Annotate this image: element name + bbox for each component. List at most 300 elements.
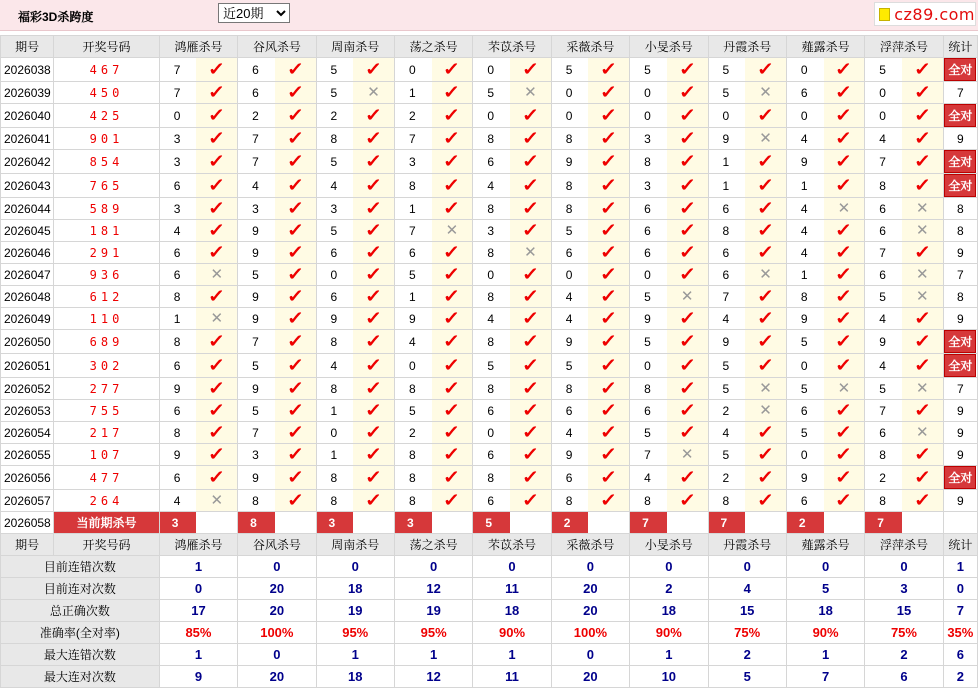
- check-icon: ✓: [913, 82, 931, 102]
- check-icon: ✓: [286, 105, 304, 125]
- stats-label: 最大连错次数: [1, 644, 160, 666]
- kill-number-cell: 8: [316, 466, 353, 490]
- table-header-row: [1, 534, 978, 556]
- check-icon: ✓: [286, 82, 304, 102]
- result-mark-cell: [824, 444, 865, 466]
- kill-number-cell: 9: [238, 286, 275, 308]
- check-icon: ✓: [443, 331, 461, 351]
- result-mark-cell: [196, 220, 237, 242]
- kill-number-cell: 8: [551, 378, 588, 400]
- result-mark-cell: [353, 354, 394, 378]
- check-icon: ✓: [443, 378, 461, 398]
- kill-number-cell: 9: [786, 466, 823, 490]
- check-icon: ✓: [443, 264, 461, 284]
- result-mark-cell: [432, 174, 473, 198]
- stats-value: 90%: [473, 622, 551, 644]
- result-mark-cell: [432, 128, 473, 150]
- kill-number-cell: 6: [630, 198, 667, 220]
- kill-number-cell: 5: [786, 378, 823, 400]
- kill-number-cell: 0: [786, 444, 823, 466]
- result-mark-cell: [510, 422, 551, 444]
- result-mark-cell: [824, 422, 865, 444]
- stats-value: 18: [316, 578, 394, 600]
- stats-row: [1, 600, 978, 622]
- result-mark-cell: [510, 490, 551, 512]
- result-mark-cell: [745, 444, 786, 466]
- result-mark-cell: [824, 308, 865, 330]
- kill-number-cell: 6: [473, 444, 510, 466]
- kill-number-cell: 3: [630, 128, 667, 150]
- check-icon: ✓: [521, 128, 540, 148]
- current-kill-number: 7: [865, 512, 902, 534]
- stat-cell: 7: [943, 82, 977, 104]
- stats-label: 目前连对次数: [1, 578, 160, 600]
- result-mark-cell: [902, 308, 943, 330]
- result-mark-cell: [510, 330, 551, 354]
- stat-cell: [943, 174, 977, 198]
- result-mark-cell: [745, 354, 786, 378]
- stats-value: 90%: [786, 622, 864, 644]
- kill-number-cell: 7: [708, 286, 745, 308]
- check-icon: ✓: [443, 400, 461, 420]
- kill-number-cell: 4: [551, 308, 588, 330]
- check-icon: ✓: [443, 175, 461, 195]
- check-icon: ✓: [913, 355, 931, 375]
- kill-number-cell: 5: [394, 400, 431, 422]
- result-mark-cell: [667, 58, 708, 82]
- result-mark-cell: [745, 400, 786, 422]
- kill-number-cell: 5: [316, 150, 353, 174]
- stats-value: 11: [473, 666, 551, 688]
- kill-number-cell: 0: [473, 104, 510, 128]
- stats-value: 9: [159, 666, 237, 688]
- result-mark-cell: [588, 58, 629, 82]
- check-icon: ✓: [835, 151, 853, 171]
- check-icon: ✓: [600, 490, 618, 510]
- period-cell: 2026053: [1, 400, 54, 422]
- check-icon: ✓: [913, 128, 931, 148]
- cross-icon: ✕: [759, 379, 772, 397]
- check-icon: ✓: [835, 467, 853, 487]
- result-mark-cell: [432, 400, 473, 422]
- result-mark-cell: [745, 58, 786, 82]
- result-mark-cell: [902, 104, 943, 128]
- draw-numbers-cell: 264: [54, 490, 160, 512]
- result-mark-cell: [510, 82, 551, 104]
- kill-number-cell: 6: [551, 400, 588, 422]
- result-mark-cell: [275, 378, 316, 400]
- kill-number-cell: 9: [551, 150, 588, 174]
- current-kill-number: 3: [316, 512, 353, 534]
- stats-value: 2: [630, 578, 708, 600]
- result-mark-cell: [275, 264, 316, 286]
- check-icon: ✓: [364, 378, 383, 398]
- result-mark-cell: [824, 286, 865, 308]
- stat-cell: 8: [943, 220, 977, 242]
- result-mark-cell: [432, 286, 473, 308]
- check-icon: ✓: [756, 59, 775, 79]
- result-mark-cell: [275, 82, 316, 104]
- check-icon: ✓: [600, 264, 618, 284]
- result-mark-cell: [432, 82, 473, 104]
- table-row: [1, 174, 978, 198]
- draw-numbers-cell: 277: [54, 378, 160, 400]
- period-cell: 2026038: [1, 58, 54, 82]
- result-mark-cell: [353, 444, 394, 466]
- check-icon: ✓: [678, 264, 696, 284]
- stats-value: 2: [865, 644, 943, 666]
- check-icon: ✓: [208, 286, 226, 306]
- kill-number-cell: 5: [238, 400, 275, 422]
- kill-number-cell: 0: [394, 58, 431, 82]
- check-icon: ✓: [756, 422, 775, 442]
- kill-number-cell: 8: [630, 490, 667, 512]
- result-mark-cell: [824, 58, 865, 82]
- result-mark-cell: [667, 220, 708, 242]
- check-icon: ✓: [364, 308, 383, 328]
- kill-number-cell: 6: [786, 400, 823, 422]
- kill-number-cell: 0: [630, 354, 667, 378]
- stats-row: [1, 622, 978, 644]
- stats-row: [1, 666, 978, 688]
- result-mark-cell: [824, 104, 865, 128]
- kill-number-cell: 0: [551, 264, 588, 286]
- kill-number-cell: 0: [473, 264, 510, 286]
- kill-number-cell: 5: [551, 58, 588, 82]
- check-icon: ✓: [600, 220, 618, 240]
- result-mark-cell: [745, 104, 786, 128]
- kill-number-cell: 4: [316, 174, 353, 198]
- kill-number-cell: 4: [865, 354, 902, 378]
- result-mark-cell: [432, 308, 473, 330]
- draw-numbers-cell: 450: [54, 82, 160, 104]
- current-kill-blank: [745, 512, 786, 534]
- result-mark-cell: [902, 354, 943, 378]
- result-mark-cell: [902, 264, 943, 286]
- result-mark-cell: [196, 242, 237, 264]
- result-mark-cell: [902, 490, 943, 512]
- period-cell: 2026048: [1, 286, 54, 308]
- col-header-stat: 统计: [943, 534, 977, 556]
- result-mark-cell: [196, 490, 237, 512]
- check-icon: ✓: [364, 151, 383, 171]
- result-mark-cell: [667, 128, 708, 150]
- result-mark-cell: [432, 444, 473, 466]
- result-mark-cell: [275, 308, 316, 330]
- table-row: [1, 444, 978, 466]
- col-header-expert: 荡之杀号: [394, 36, 472, 58]
- table-row: [1, 354, 978, 378]
- table-row: [1, 378, 978, 400]
- check-icon: ✓: [364, 59, 383, 79]
- result-mark-cell: [196, 82, 237, 104]
- col-header-expert: 芣苡杀号: [473, 36, 551, 58]
- stat-cell: [943, 104, 977, 128]
- result-mark-cell: [667, 264, 708, 286]
- stats-value: 90%: [630, 622, 708, 644]
- kill-number-cell: 0: [865, 104, 902, 128]
- result-mark-cell: [667, 330, 708, 354]
- kill-number-cell: 8: [865, 174, 902, 198]
- check-icon: ✓: [364, 105, 383, 125]
- cross-icon: ✕: [680, 445, 694, 463]
- check-icon: ✓: [913, 242, 931, 262]
- result-mark-cell: [353, 82, 394, 104]
- kill-number-cell: 8: [708, 490, 745, 512]
- kill-number-cell: 4: [630, 466, 667, 490]
- stats-label: 目前连错次数: [1, 556, 160, 578]
- draw-numbers-cell: 107: [54, 444, 160, 466]
- kill-number-cell: 5: [551, 354, 588, 378]
- table-row: [1, 220, 978, 242]
- col-header-expert: 丹霞杀号: [708, 36, 786, 58]
- result-mark-cell: [275, 150, 316, 174]
- result-mark-cell: [196, 104, 237, 128]
- table-row: [1, 198, 978, 220]
- result-mark-cell: [824, 378, 865, 400]
- result-mark-cell: [353, 308, 394, 330]
- result-mark-cell: [432, 490, 473, 512]
- site-logo[interactable]: [874, 2, 976, 26]
- kill-number-cell: 8: [551, 198, 588, 220]
- kill-number-cell: 6: [159, 354, 196, 378]
- check-icon: ✓: [286, 308, 304, 328]
- result-mark-cell: [667, 104, 708, 128]
- check-icon: ✓: [208, 444, 226, 464]
- kill-number-cell: 9: [865, 330, 902, 354]
- check-icon: ✓: [208, 422, 226, 442]
- check-icon: ✓: [443, 444, 461, 464]
- check-icon: ✓: [364, 444, 383, 464]
- kill-number-cell: 0: [394, 354, 431, 378]
- result-mark-cell: [745, 308, 786, 330]
- kill-number-cell: 1: [316, 400, 353, 422]
- kill-number-cell: 8: [316, 378, 353, 400]
- stats-value: 100%: [238, 622, 316, 644]
- period-cell: 2026041: [1, 128, 54, 150]
- kill-number-cell: 8: [316, 128, 353, 150]
- result-mark-cell: [275, 466, 316, 490]
- current-kill-number: 8: [238, 512, 275, 534]
- result-mark-cell: [432, 242, 473, 264]
- logo-square-icon: [879, 8, 890, 21]
- result-mark-cell: [745, 174, 786, 198]
- check-icon: ✓: [600, 308, 618, 328]
- kill-number-cell: 8: [394, 378, 431, 400]
- kill-number-cell: 9: [708, 330, 745, 354]
- stats-value: 0: [551, 644, 629, 666]
- stats-total: 2: [943, 666, 977, 688]
- cross-icon: ✕: [916, 265, 929, 283]
- stats-value: 0: [630, 556, 708, 578]
- kill-number-cell: 6: [238, 58, 275, 82]
- kill-number-cell: 7: [394, 220, 431, 242]
- check-icon: ✓: [364, 467, 383, 487]
- kill-number-cell: 4: [551, 286, 588, 308]
- stats-value: 19: [394, 600, 472, 622]
- check-icon: ✓: [208, 378, 226, 398]
- result-mark-cell: [432, 466, 473, 490]
- check-icon: ✓: [286, 59, 304, 79]
- kill-number-cell: 0: [316, 264, 353, 286]
- stats-value: 17: [159, 600, 237, 622]
- check-icon: ✓: [208, 198, 226, 218]
- kill-number-cell: 0: [551, 104, 588, 128]
- stats-value: 20: [238, 578, 316, 600]
- result-mark-cell: [667, 308, 708, 330]
- result-mark-cell: [432, 378, 473, 400]
- check-icon: ✓: [678, 355, 696, 375]
- period-cell: 2026042: [1, 150, 54, 174]
- result-mark-cell: [667, 378, 708, 400]
- check-icon: ✓: [678, 82, 696, 102]
- draw-numbers-cell: 901: [54, 128, 160, 150]
- kill-number-cell: 7: [394, 128, 431, 150]
- check-icon: ✓: [913, 490, 931, 510]
- result-mark-cell: [196, 354, 237, 378]
- check-icon: ✓: [600, 378, 618, 398]
- kill-number-cell: 3: [159, 198, 196, 220]
- result-mark-cell: [510, 128, 551, 150]
- table-row: [1, 308, 978, 330]
- kill-number-cell: 8: [238, 490, 275, 512]
- check-icon: ✓: [364, 422, 383, 442]
- cross-icon: ✕: [445, 221, 459, 239]
- stats-value: 95%: [394, 622, 472, 644]
- kill-number-cell: 3: [316, 198, 353, 220]
- period-cell: 2026050: [1, 330, 54, 354]
- col-header-expert: 周南杀号: [316, 534, 394, 556]
- result-mark-cell: [510, 150, 551, 174]
- kill-number-cell: 5: [394, 264, 431, 286]
- check-icon: ✓: [756, 105, 775, 125]
- check-icon: ✓: [600, 105, 618, 125]
- check-icon: ✓: [286, 242, 304, 262]
- result-mark-cell: [588, 82, 629, 104]
- kill-number-cell: 7: [159, 82, 196, 104]
- kill-number-cell: 2: [238, 104, 275, 128]
- check-icon: ✓: [521, 308, 540, 328]
- kill-number-cell: 9: [238, 378, 275, 400]
- period-cell: 2026054: [1, 422, 54, 444]
- kill-number-cell: 9: [630, 308, 667, 330]
- period-cell: 2026039: [1, 82, 54, 104]
- kill-number-cell: 1: [159, 308, 196, 330]
- kill-number-cell: 2: [394, 104, 431, 128]
- check-icon: ✓: [443, 286, 461, 306]
- kill-number-cell: 8: [473, 330, 510, 354]
- kill-number-cell: 7: [238, 150, 275, 174]
- current-kill-blank: [196, 512, 237, 534]
- col-header-period: 期号: [1, 36, 54, 58]
- result-mark-cell: [588, 330, 629, 354]
- result-mark-cell: [588, 128, 629, 150]
- check-icon: ✓: [835, 128, 853, 148]
- check-icon: ✓: [521, 378, 540, 398]
- result-mark-cell: [667, 400, 708, 422]
- kill-number-cell: 4: [316, 354, 353, 378]
- result-mark-cell: [745, 264, 786, 286]
- check-icon: ✓: [364, 490, 383, 510]
- stats-value: 4: [708, 578, 786, 600]
- kill-number-cell: 6: [865, 220, 902, 242]
- current-kill-blank: [902, 512, 943, 534]
- kill-number-cell: 5: [708, 378, 745, 400]
- current-kill-blank: [588, 512, 629, 534]
- check-icon: ✓: [208, 467, 226, 487]
- check-icon: ✓: [913, 308, 931, 328]
- check-icon: ✓: [913, 467, 931, 487]
- check-icon: ✓: [443, 422, 461, 442]
- cross-icon: ✕: [759, 401, 772, 419]
- check-icon: ✓: [208, 355, 226, 375]
- kill-number-cell: 7: [865, 400, 902, 422]
- col-header-expert: 谷风杀号: [238, 534, 316, 556]
- kill-number-cell: 8: [159, 422, 196, 444]
- kill-number-cell: 0: [786, 104, 823, 128]
- stats-value: 1: [786, 644, 864, 666]
- result-mark-cell: [432, 330, 473, 354]
- result-mark-cell: [902, 198, 943, 220]
- result-mark-cell: [588, 444, 629, 466]
- table-row: [1, 150, 978, 174]
- check-icon: ✓: [913, 175, 931, 195]
- check-icon: ✓: [286, 286, 304, 306]
- result-mark-cell: [588, 174, 629, 198]
- kill-number-cell: 5: [708, 444, 745, 466]
- period-range-select[interactable]: [218, 3, 290, 23]
- draw-numbers-cell: 181: [54, 220, 160, 242]
- kill-number-cell: 7: [238, 128, 275, 150]
- kill-number-cell: 7: [865, 242, 902, 264]
- kill-number-cell: 2: [708, 400, 745, 422]
- kill-number-cell: 3: [238, 198, 275, 220]
- check-icon: ✓: [678, 151, 696, 171]
- kill-number-cell: 6: [630, 242, 667, 264]
- stats-label: 最大连对次数: [1, 666, 160, 688]
- kill-number-cell: 8: [473, 198, 510, 220]
- result-mark-cell: [196, 422, 237, 444]
- kill-number-cell: 9: [238, 308, 275, 330]
- result-mark-cell: [824, 198, 865, 220]
- stats-value: 18: [473, 600, 551, 622]
- stats-value: 75%: [865, 622, 943, 644]
- col-header-numbers: 开奖号码: [54, 534, 160, 556]
- kill-number-cell: 5: [551, 220, 588, 242]
- check-icon: ✓: [600, 286, 618, 306]
- draw-numbers-cell: 589: [54, 198, 160, 220]
- result-mark-cell: [902, 378, 943, 400]
- check-icon: ✓: [521, 264, 540, 284]
- result-mark-cell: [745, 198, 786, 220]
- result-mark-cell: [667, 198, 708, 220]
- check-icon: ✓: [756, 490, 775, 510]
- result-mark-cell: [510, 264, 551, 286]
- current-kill-blank: [275, 512, 316, 534]
- stat-cell: [943, 330, 977, 354]
- kill-number-cell: 5: [865, 286, 902, 308]
- result-mark-cell: [196, 330, 237, 354]
- logo-text: cz89.com: [894, 4, 975, 24]
- stat-cell: [943, 354, 977, 378]
- result-mark-cell: [510, 220, 551, 242]
- table-row: [1, 82, 978, 104]
- result-mark-cell: [902, 466, 943, 490]
- kill-number-cell: 9: [238, 466, 275, 490]
- check-icon: ✓: [521, 422, 540, 442]
- result-mark-cell: [667, 150, 708, 174]
- kill-number-cell: 4: [159, 490, 196, 512]
